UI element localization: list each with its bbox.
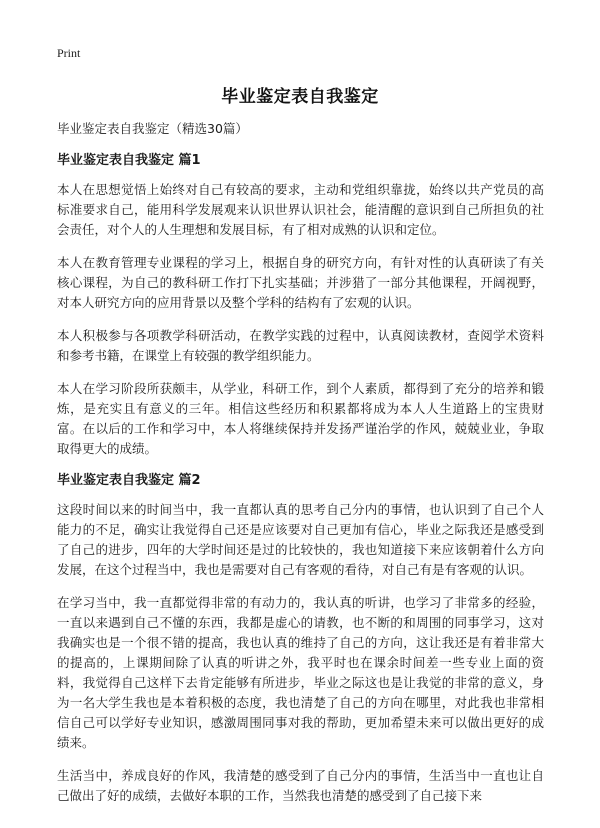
document-subtitle: 毕业鉴定表自我鉴定（精选30篇） <box>57 121 248 136</box>
section-heading: 毕业鉴定表自我鉴定 篇2 <box>57 473 201 488</box>
paragraph: 这段时间以来的时间当中，我一直都认真的思考自己分内的事情，也认识到了自己个人能力的不足，确实让我觉得自己还是应该要对自己更加有信心，毕业之际我还是感受到了自己的进步，四年的大学时间还是过的比较快的，我也知道接下来应该朝着什么方向发展，在这个过程当中，我也是需要对自己有客观的看待，对自己有是有客观的认识。 <box>57 502 544 577</box>
paragraph: 生活当中，养成良好的作风，我清楚的感受到了自己分内的事情，生活当中一直也让自己做出了好的成绩，去做好本职的工作，当然我也清楚的感受到了自己接下来 <box>57 768 544 803</box>
section-2 <box>57 472 544 806</box>
section-1 <box>57 152 544 459</box>
print-label[interactable]: Print <box>57 46 81 60</box>
paragraph: 本人在思想觉悟上始终对自己有较高的要求，主动和党组织靠拢，始终以共产党员的高标准要求自己，能用科学发展观来认识世界认识社会，能清醒的意识到自己所担负的社会责任，对个人的人生理想和发展目标，有了相对成熟的认识和定位。 <box>57 182 544 237</box>
document-title: 毕业鉴定表自我鉴定 <box>221 87 379 107</box>
paragraph: 本人在教育管理专业课程的学习上，根据自身的研究方向，有针对性的认真研读了有关核心课程，为自己的教科研工作打下扎实基础；并涉猎了一部分其他课程，开阔视野，对本人研究方向的应用背景以及整个学科的结构有了宏观的认识。 <box>57 255 544 310</box>
section-heading: 毕业鉴定表自我鉴定 篇1 <box>57 153 201 168</box>
document-body <box>57 120 544 819</box>
paragraph: 在学习当中，我一直都觉得非常的有动力的，我认真的听讲，也学习了非常多的经验，一直以来遇到自己不懂的东西，我都是虚心的请教，也不断的和周围的同事学习，这对我确实也是一个很不错的提高，我也认真的维持了自己的方向，这让我还是有着非常大的提高的，上课期间除了认真的听讲之外，我平时也在课余时间差一些专业上面的资料，我觉得自己这样下去肯定能够有所进步，毕业之际这也是让我觉的非常的意义，身为一名大学生我也是本着积极的态度，我也清楚了自己的方向在哪里，对此我也非常相信自己可以学好专业知识，感激周围同事对我的帮助，更加希望未来可以做出更好的成绩来。 <box>57 595 544 750</box>
paragraph: 本人在学习阶段所获颇丰，从学业，科研工作，到个人素质，都得到了充分的培养和锻炼，是充实且有意义的三年。相信这些经历和积累都将成为本人人生道路上的宝贵财富。在以后的工作和学习中，本人将继续保持并发扬严谨治学的作风，兢兢业业，争取取得更大的成绩。 <box>57 381 544 456</box>
paragraph: 本人积极参与各项教学科研活动，在教学实践的过程中，认真阅读教材，查阅学术资料和参考书籍，在课堂上有较强的教学组织能力。 <box>57 328 544 363</box>
